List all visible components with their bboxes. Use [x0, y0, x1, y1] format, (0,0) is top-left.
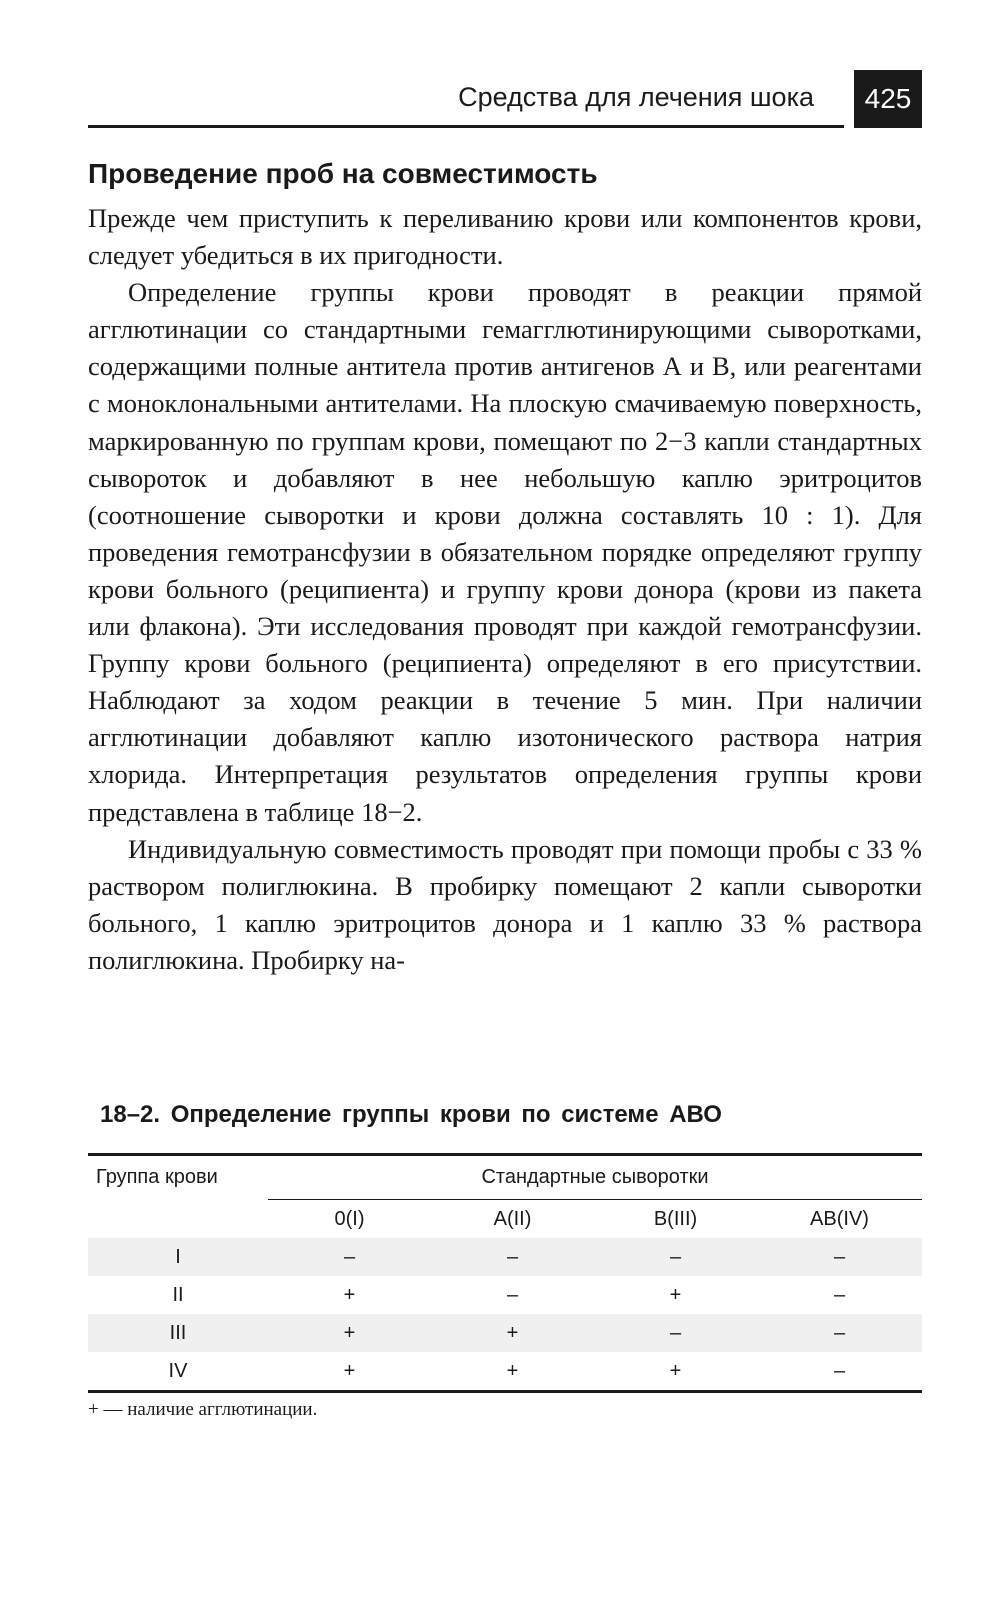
result-cell: + — [431, 1314, 594, 1352]
sera-column-0: 0(I) — [334, 1207, 365, 1230]
group-cell: IV — [168, 1359, 188, 1382]
result-cell: – — [506, 1283, 519, 1306]
paragraph-1: Прежде чем приступить к переливанию крови или компонентов крови, следует убедиться в их пригодности. — [88, 203, 922, 271]
running-title: Средства для лечения шока — [458, 82, 814, 112]
result-cell: – — [757, 1314, 922, 1352]
result-cell: + — [343, 1359, 356, 1382]
table-row — [88, 1276, 922, 1314]
page-number: 425 — [854, 70, 922, 128]
result-cell: – — [594, 1238, 757, 1276]
group-cell: II — [172, 1283, 184, 1306]
result-cell: – — [268, 1238, 431, 1276]
result-cell: – — [757, 1238, 922, 1276]
table-row — [88, 1352, 922, 1392]
table-footnote: + — наличие агглютинации. — [88, 1399, 318, 1420]
result-cell: + — [343, 1283, 356, 1306]
table-caption: 18–2. Определение группы крови по системе АВО — [100, 1101, 722, 1128]
result-cell: – — [594, 1314, 757, 1352]
header-rule — [88, 125, 844, 128]
result-cell: – — [431, 1238, 594, 1276]
result-cell: + — [506, 1359, 519, 1382]
paragraph-2: Определение группы крови проводят в реакции прямой агглютинации со стандартными гемагглютинирующими сыворотками, содержащими полные антитела против антигенов А и В, или реагентами с моноклональными антителами. На плоскую смачиваемую поверхность, маркированную по группам крови, помещают по 2−3 капли стандартных сывороток и добавляют в нее небольшую каплю эритроцитов (соотношение сыворотки и крови должна составлять 10 : 1). Для проведения гемотрансфузии в обязательном порядке определяют группу крови больного (реципиента) и группу крови донора (крови из пакета или флакона). Эти исследования проводят при каждой гемотрансфузии. Группу крови больного (реципиента) определяют в его присутствии. Наблюдают за ходом реакции в течение 5 мин. При наличии агглютинации добавляют каплю изотонического раствора натрия хлорида. Интерпретация результатов определения группы крови представлена в таблице 18−2. — [88, 277, 922, 827]
sera-column-header: Стандартные сыворотки — [268, 1155, 922, 1200]
table-row — [88, 1314, 922, 1352]
group-cell: III — [88, 1314, 268, 1352]
sera-column-b: B(III) — [653, 1207, 698, 1230]
group-cell: I — [88, 1238, 268, 1276]
section-heading: Проведение проб на совместимость — [88, 158, 598, 189]
abo-blood-group-table — [88, 1153, 922, 1393]
sera-column-a: A(II) — [493, 1207, 532, 1230]
result-cell: + — [669, 1359, 682, 1382]
sera-subheader-row — [88, 1200, 922, 1239]
empty-header-cell — [88, 1200, 268, 1239]
result-cell: – — [833, 1283, 846, 1306]
table-header-row — [88, 1155, 922, 1200]
result-cell: + — [669, 1283, 682, 1306]
result-cell: – — [833, 1359, 846, 1382]
paragraph-3: Индивидуальную совместимость проводят при помощи пробы с 33 % раствором полиглюкина. В пробирку помещают 2 капли сыворотки больного, 1 каплю эритроцитов донора и 1 каплю 33 % раствора полиглюкина. Пробирку на- — [88, 833, 922, 975]
group-column-header: Группа крови — [96, 1166, 218, 1189]
sera-column-ab: AB(IV) — [810, 1207, 869, 1230]
page-header — [88, 70, 922, 128]
body-text — [88, 200, 922, 979]
result-cell: + — [268, 1314, 431, 1352]
table-row — [88, 1238, 922, 1276]
